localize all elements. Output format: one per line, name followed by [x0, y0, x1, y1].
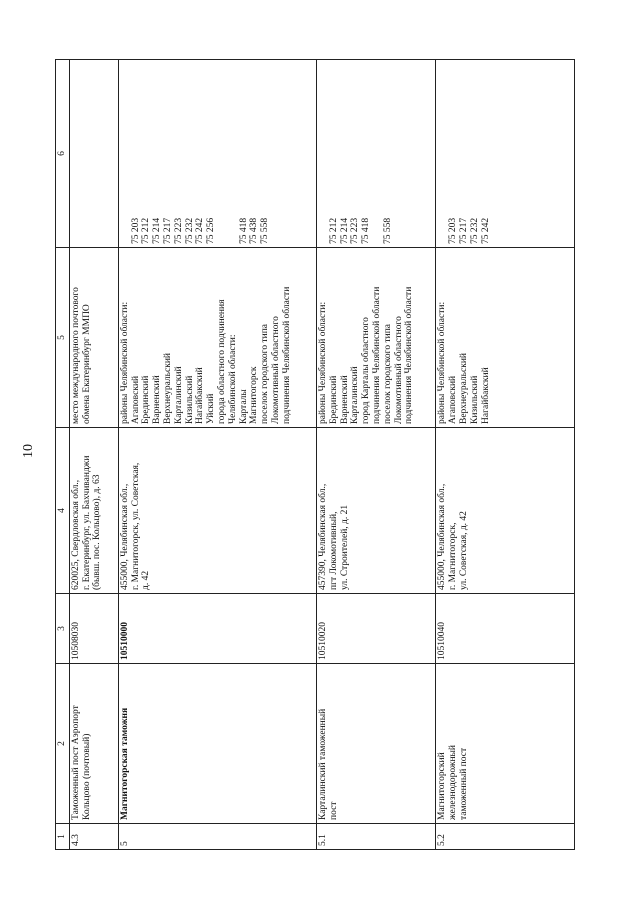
office-code-text: 10510000 — [119, 622, 130, 660]
text-line: место международного почтового — [70, 287, 81, 424]
office-name — [317, 664, 436, 824]
okato-code: 75 232 — [469, 217, 480, 244]
okato-code: 75 212 — [328, 217, 339, 244]
okato-code: 75 223 — [350, 217, 361, 244]
office-name — [118, 664, 316, 824]
text-line: Локомотивный областного — [270, 316, 281, 424]
text-line: Уйский — [206, 393, 217, 424]
header-cell: 2 — [56, 664, 70, 824]
row-number-text: 5 — [119, 841, 130, 846]
okato-code — [404, 63, 415, 244]
text-line: пгт Локомотивный, — [328, 511, 339, 590]
territory — [69, 248, 118, 428]
header-cell: 5 — [56, 248, 70, 428]
okato-code: 75 203 — [448, 217, 459, 244]
text-line: Кизильский — [184, 375, 195, 424]
text-line: ул. Советская, д. 42 — [459, 511, 469, 590]
text-line: Челябинской области: — [227, 334, 238, 424]
text-line: город Карталы областного — [361, 317, 372, 424]
text-line: (бывш. пос. Кольцово), д. 63 — [92, 474, 103, 590]
text-line: таможенный пост — [459, 747, 469, 820]
okato-codes — [436, 60, 575, 248]
header-cell: 6 — [56, 60, 70, 248]
text-line: районы Челябинской области: — [318, 301, 329, 424]
text-line: районы Челябинской области: — [437, 301, 448, 424]
okato-code — [217, 63, 228, 244]
okato-code — [271, 63, 282, 244]
text-line: Карталы — [238, 389, 249, 424]
text-line: 455000, Челябинская обл., — [119, 483, 130, 590]
text-line: д. 42 — [141, 570, 152, 590]
header-cell: 3 — [56, 594, 70, 664]
okato-code: 75 558 — [382, 217, 393, 244]
text-line: Карталинский — [173, 366, 184, 424]
office-address — [436, 428, 575, 594]
okato-code — [120, 63, 131, 244]
text-line: Верхнеуральский — [459, 353, 469, 424]
text-line: подчинения Челябинской области — [281, 286, 292, 424]
text-line: обмена Екатеринбург ММПО — [81, 304, 92, 424]
header-row — [56, 60, 70, 850]
text-line: г. Магнитогорск, ул. Советская, — [130, 462, 141, 590]
table-row — [69, 60, 118, 850]
office-code-text: 10508030 — [70, 622, 81, 660]
text-line: Верхнеуральский — [163, 353, 173, 424]
text-line: поселок городского типа — [382, 324, 393, 424]
office-code-text: 10510020 — [318, 622, 329, 660]
text-line: Нагайбакский — [195, 367, 206, 424]
header-cell: 1 — [56, 824, 70, 850]
office-code — [118, 594, 316, 664]
row-number-text: 4.3 — [70, 834, 81, 846]
text-line: Кизильский — [469, 375, 480, 424]
okato-code: 75 438 — [249, 217, 260, 244]
text-line: Магнитогорская таможня — [119, 707, 130, 820]
okato-code: 75 418 — [238, 217, 249, 244]
text-line: Кольцово (почтовый) — [81, 733, 92, 820]
okato-codes — [317, 60, 436, 248]
office-code — [436, 594, 575, 664]
office-code — [317, 594, 436, 664]
okato-code — [372, 63, 383, 244]
okato-code — [437, 63, 448, 244]
territory — [317, 248, 436, 428]
okato-code — [282, 63, 293, 244]
office-name — [69, 664, 118, 824]
text-line: Варненский — [339, 375, 350, 424]
text-line: ул. Строителей, д. 21 — [339, 504, 350, 590]
okato-code: 75 232 — [184, 217, 195, 244]
okato-code: 75 203 — [130, 217, 141, 244]
okato-code: 75 217 — [163, 217, 173, 244]
okato-code — [228, 63, 239, 244]
row-number — [69, 824, 118, 850]
office-address — [69, 428, 118, 594]
text-line: пост — [328, 801, 339, 820]
okato-code: 75 242 — [480, 217, 491, 244]
text-line: 455000, Челябинская обл., — [437, 483, 448, 590]
text-line: Агаповский — [448, 375, 459, 424]
text-line: Брединский — [141, 375, 152, 424]
text-line: города областного подчинения — [216, 299, 227, 424]
row-number-text: 5.2 — [437, 834, 448, 846]
okato-code: 75 223 — [173, 217, 184, 244]
customs-table — [55, 59, 575, 850]
okato-code: 75 242 — [195, 217, 206, 244]
okato-code: 75 418 — [361, 217, 372, 244]
okato-code: 75 214 — [339, 217, 350, 244]
text-line: г. Екатеринбург, ул. Бахчиванджи — [81, 455, 92, 590]
text-line: Варненский — [152, 375, 163, 424]
office-name — [436, 664, 575, 824]
page-number: 10 — [21, 444, 36, 458]
table-row — [118, 60, 316, 850]
text-line: подчинения Челябинской области — [404, 286, 415, 424]
rotated-table-container — [55, 60, 575, 850]
text-line: Карталинский — [350, 366, 361, 424]
text-line: 457390, Челябинская обл., — [318, 483, 329, 590]
okato-code: 75 212 — [141, 217, 152, 244]
text-line: Магнитогорск — [249, 366, 260, 424]
text-line: Брединский — [328, 375, 339, 424]
okato-code: 75 558 — [260, 217, 271, 244]
row-number — [118, 824, 316, 850]
text-line: Локомотивный областного — [393, 316, 404, 424]
text-line: Таможенный пост Аэропорт — [70, 705, 81, 820]
okato-code — [394, 63, 405, 244]
row-number — [317, 824, 436, 850]
office-code-text: 10510040 — [437, 622, 448, 660]
office-address — [317, 428, 436, 594]
office-code — [69, 594, 118, 664]
okato-codes — [118, 60, 316, 248]
territory — [118, 248, 316, 428]
okato-code: 75 256 — [206, 217, 217, 244]
territory — [436, 248, 575, 428]
table-row — [317, 60, 436, 850]
office-address — [118, 428, 316, 594]
text-line: подчинения Челябинской области — [372, 286, 383, 424]
header-cell: 4 — [56, 428, 70, 594]
okato-code — [318, 63, 329, 244]
okato-code: 75 217 — [459, 217, 469, 244]
table-row — [436, 60, 575, 850]
row-number — [436, 824, 575, 850]
text-line: районы Челябинской области: — [119, 301, 130, 424]
text-line: 620025, Свердловская обл., — [70, 479, 81, 590]
text-line: Нагайбакский — [480, 367, 491, 424]
okato-code: 75 214 — [152, 217, 163, 244]
okato-codes — [69, 60, 118, 248]
text-line: г. Магнитогорск, — [448, 522, 459, 590]
text-line: Карталинский таможенный — [318, 708, 329, 820]
text-line: поселок городского типа — [260, 324, 271, 424]
row-number-text: 5.1 — [318, 834, 329, 846]
text-line: железнодорожный — [448, 744, 459, 820]
text-line: Магнитогорский — [437, 752, 448, 820]
text-line: Агаповский — [130, 375, 141, 424]
